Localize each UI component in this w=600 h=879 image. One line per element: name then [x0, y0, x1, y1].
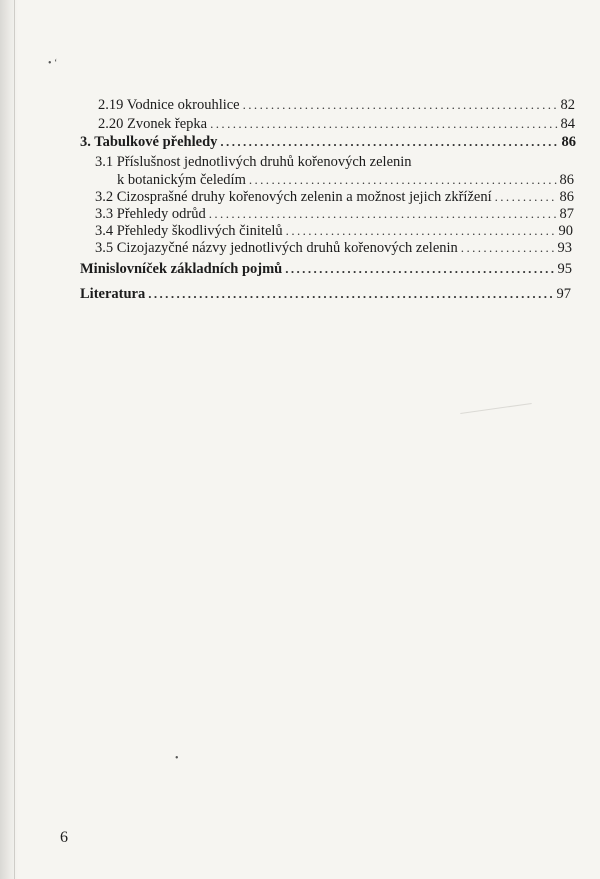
toc-entry-title: Literatura [80, 286, 146, 302]
toc-entry-chapter-3[interactable] [80, 133, 576, 151]
toc-entry-page: 90 [558, 223, 573, 239]
leader-dots [285, 260, 554, 277]
toc-entry-3-1[interactable] [117, 171, 574, 189]
toc-entry-title: 3.4 Přehledy škodlivých činitelů [95, 223, 283, 239]
toc-entry-title: 3.5 Cizojazyčné názvy jednotlivých druhů kořenových zelenin [95, 240, 458, 256]
toc-entry-3-4[interactable] [95, 222, 573, 240]
page-number: 6 [60, 829, 68, 846]
toc-entry-title: 3.2 Cizosprašné druhy kořenových zelenin a možnost jejich zkřížení [95, 189, 492, 205]
leader-dots [148, 285, 553, 302]
toc-entry-3-3[interactable] [95, 205, 574, 223]
toc-entry-page: 86 [561, 134, 576, 150]
toc-entry-title: Minislovníček základních pojmů [80, 261, 283, 277]
toc-entry-page: 84 [560, 116, 575, 132]
ink-speck: • ‘ [48, 58, 58, 69]
toc-entry-page: 87 [559, 206, 574, 222]
leader-dots [249, 171, 557, 188]
toc-entry-2-20[interactable] [98, 115, 575, 133]
toc-entry-literatura[interactable] [80, 285, 571, 303]
page-edge-shadow [0, 0, 18, 879]
toc-entry-minislovnicek[interactable] [80, 260, 572, 278]
toc-entry-3-2[interactable] [95, 188, 574, 206]
leader-dots [495, 188, 557, 205]
leader-dots [461, 239, 555, 256]
ink-speck: • [175, 753, 179, 764]
leader-dots [220, 133, 558, 150]
toc-entry-title: 2.20 Zvonek řepka [98, 116, 208, 132]
toc-entry-2-19[interactable] [98, 96, 575, 114]
show-through-mark [460, 403, 531, 414]
toc-entry-page: 82 [560, 97, 575, 113]
toc-entry-3-1-line1[interactable]: 3.1 Příslušnost jednotlivých druhů kořenových zelenin [95, 154, 412, 170]
leader-dots [210, 115, 557, 132]
leader-dots [243, 96, 558, 113]
toc-entry-title: 2.19 Vodnice okrouhlice [98, 97, 240, 113]
binding-line [14, 0, 15, 879]
toc-entry-page: 95 [557, 261, 572, 277]
toc-entry-3-5[interactable] [95, 239, 572, 257]
leader-dots [209, 205, 557, 222]
toc-entry-title: k botanickým čeledím [117, 172, 246, 188]
toc-entry-page: 93 [557, 240, 572, 256]
toc-entry-title: 3.3 Přehledy odrůd [95, 206, 206, 222]
toc-entry-page: 86 [559, 189, 574, 205]
toc-entry-page: 97 [556, 286, 571, 302]
leader-dots [286, 222, 556, 239]
toc-entry-page: 86 [559, 172, 574, 188]
toc-entry-title: 3. Tabulkové přehledy [80, 134, 218, 150]
